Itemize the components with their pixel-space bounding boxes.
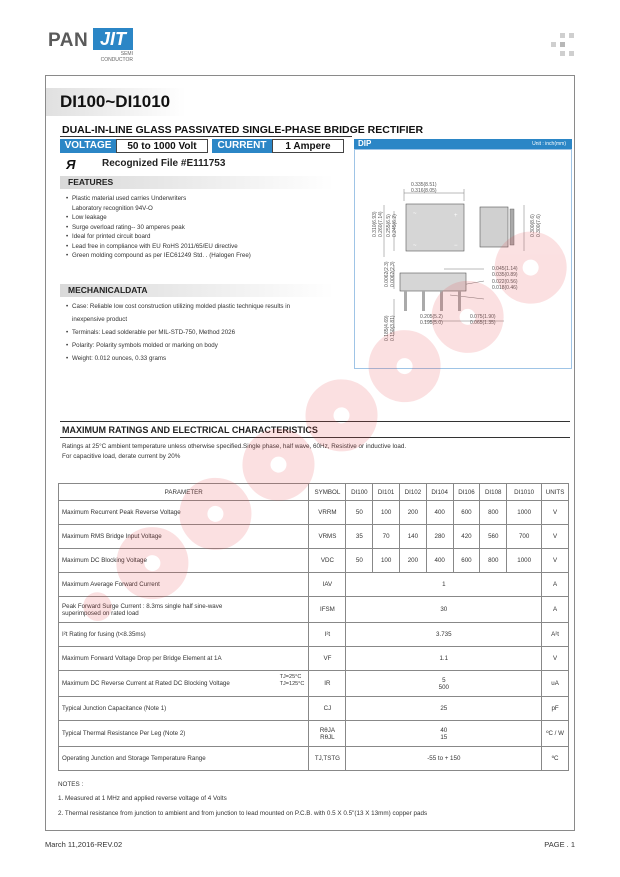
table-row (59, 747, 569, 771)
value-cell: 140 (400, 525, 427, 549)
col-header: UNITS (542, 484, 569, 501)
ul-recognized-icon: Я (66, 157, 76, 172)
merged-value-cell: 1.1 (346, 647, 542, 671)
unit-cell: V (542, 525, 569, 549)
symbol-cell: VRRM (309, 501, 346, 525)
param-line: superimposed on rated load (62, 609, 139, 617)
tilde-symbol: ~ (413, 243, 417, 249)
unit-cell: A (542, 597, 569, 623)
symbol-line: RθJL (320, 733, 335, 741)
dim-label: 0.205(5.2) (420, 314, 443, 320)
package-unit: Unit : inch(mm) (532, 141, 566, 147)
table-row (59, 597, 569, 623)
merged-value-cell: -55 to + 150 (346, 747, 542, 771)
symbol-cell: VDC (309, 549, 346, 573)
symbol-cell: IR (309, 671, 346, 697)
product-subtitle: DUAL-IN-LINE GLASS PASSIVATED SINGLE-PHASE BRIDGE RECTIFIER (62, 124, 424, 136)
features-list (66, 194, 336, 261)
dim-line (450, 295, 484, 299)
unit-cell: uA (542, 671, 569, 697)
features-heading: FEATURES (60, 176, 334, 189)
table-row (59, 721, 569, 747)
value-cell: 280 (426, 525, 453, 549)
minus-symbol: − (454, 243, 458, 249)
value-cell: 100 (373, 501, 400, 525)
dim-label: 0.0062(2.3) (390, 261, 396, 287)
table-row (59, 573, 569, 597)
table-row (59, 647, 569, 671)
notes-rule (58, 770, 568, 771)
package-drawing (354, 149, 572, 369)
symbol-cell: I²t (309, 623, 346, 647)
unit-cell: V (542, 549, 569, 573)
col-header: DI106 (453, 484, 480, 501)
value-line: 5 (442, 676, 446, 684)
condition-line: TJ=125°C (279, 681, 305, 687)
param-cell: Maximum DC Blocking Voltage (59, 549, 309, 573)
table-row (59, 501, 569, 525)
front-lead (422, 291, 425, 311)
unit-cell: A (542, 573, 569, 597)
col-header: DI104 (426, 484, 453, 501)
notes-heading: NOTES : (58, 781, 84, 788)
symbol-cell: CJ (309, 697, 346, 721)
merged-value-cell: 3.735 (346, 623, 542, 647)
param-cell: Typical Junction Capacitance (Note 1) (59, 697, 309, 721)
footer-page: PAGE . 1 (544, 840, 575, 849)
dim-label: 0.260(7.14) (378, 211, 384, 237)
dim-label: 0.195(5.0) (420, 320, 443, 326)
table-row (59, 671, 569, 697)
mechanical-list (66, 300, 336, 365)
feature-item: • Plastic material used carries Underwriters (66, 194, 336, 204)
value-cell: 700 (507, 525, 542, 549)
mechanical-item: • Terminals: Lead solderable per MIL-STD-750, Method 2026 (66, 326, 336, 339)
param-cell: Maximum Forward Voltage Drop per Bridge Element at 1A (59, 647, 309, 671)
footer-date: March 11,2016-REV.02 (45, 840, 123, 849)
package-side-body (480, 207, 508, 247)
param-line: Peak Forward Surge Current : 8.3ms single half sine-wave (62, 602, 223, 610)
value-cell: 200 (400, 501, 427, 525)
col-header: DI101 (373, 484, 400, 501)
value-cell: 560 (480, 525, 507, 549)
decorative-dots-icon (551, 33, 575, 57)
unit-cell: ºC (542, 747, 569, 771)
logo-subtitle: SEMI CONDUCTOR (100, 51, 133, 63)
param-cell: Maximum Recurrent Peak Reverse Voltage (59, 501, 309, 525)
value-cell: 1000 (507, 549, 542, 573)
mechanical-item: • Weight: 0.012 ounces, 0.33 grams (66, 352, 336, 365)
dim-label: 0.022(0.56) (492, 279, 518, 285)
col-header: DI100 (346, 484, 373, 501)
value-cell: 400 (426, 501, 453, 525)
logo-jit-text: JIT (93, 28, 133, 50)
value-cell: 800 (480, 501, 507, 525)
package-name: DIP (358, 139, 372, 148)
dim-label: 0.335(8.51) (411, 182, 437, 188)
unit-cell: V (542, 647, 569, 671)
mechanical-item: • Polarity: Polarity symbols molded or marking on body (66, 339, 336, 352)
merged-value-cell: 30 (346, 597, 542, 623)
current-label-badge: CURRENT (212, 139, 272, 153)
dim-label: 0.300(7.6) (536, 214, 542, 237)
table-row (59, 623, 569, 647)
dim-label: 0.075(1.90) (470, 314, 496, 320)
symbol-cell: VF (309, 647, 346, 671)
note-2: 2. Thermal resistance from junction to ambient and from junction to lead mounted on P.C.B. with 0.5 X 0.5"(13 X 13mm) copper pads (58, 810, 428, 817)
value-line: 40 (440, 726, 448, 734)
unit-cell: V (542, 501, 569, 525)
subtitle-rule (60, 136, 352, 137)
value-cell: 200 (400, 549, 427, 573)
table-row (59, 549, 569, 573)
value-cell: 400 (426, 549, 453, 573)
feature-item: • Low leakage (66, 213, 336, 223)
value-cell: 420 (453, 525, 480, 549)
plus-symbol: + (454, 213, 458, 219)
value-line: 500 (438, 683, 449, 691)
table-row (59, 525, 569, 549)
feature-item: Laboratory recognition 94V-O (72, 204, 153, 212)
condition-line: TJ=25°C (279, 674, 302, 680)
col-header: DI102 (400, 484, 427, 501)
col-header: DI108 (480, 484, 507, 501)
symbol-cell (309, 721, 346, 747)
ratings-note-1: Ratings at 25°C ambient temperature unless otherwise specified.Single phase, half wave, 60Hz, Resistive or inductive load. (62, 443, 407, 450)
dim-label: 0.035(0.89) (492, 272, 518, 278)
symbol-cell: IFSM (309, 597, 346, 623)
value-cell: 100 (373, 549, 400, 573)
col-header: DI1010 (507, 484, 542, 501)
mechanical-item: • Case: Reliable low cost construction utilizing molded plastic technique results in (66, 300, 336, 313)
dim-label: 0.150(3.81) (390, 315, 396, 341)
dim-label: 0.245(6.2) (392, 214, 398, 237)
col-header: SYMBOL (309, 484, 346, 501)
dim-label: 0.045(1.14) (492, 266, 518, 272)
ratings-note-2: For capacitive load, derate current by 20% (62, 453, 181, 460)
value-cell: 800 (480, 549, 507, 573)
voltage-label-badge: VOLTAGE (60, 139, 116, 153)
current-value-badge: 1 Ampere (272, 139, 344, 153)
value-cell: 70 (373, 525, 400, 549)
feature-item: • Ideal for printed circuit board (66, 232, 336, 242)
value-cell: 600 (453, 501, 480, 525)
package-bar (354, 139, 572, 149)
dim-label: 0.255(6.5) (386, 214, 392, 237)
voltage-value-badge: 50 to 1000 Volt (116, 139, 208, 153)
logo-pan-text: PAN (48, 30, 89, 51)
ratings-table (58, 483, 569, 771)
param-cell: I²t Rating for fusing (t<8.35ms) (59, 623, 309, 647)
dim-label: 0.185(4.69) (384, 315, 390, 341)
unit-cell: pF (542, 697, 569, 721)
merged-value-cell (346, 671, 542, 697)
dim-label: 0.316(8.05) (411, 188, 437, 194)
value-cell: 50 (346, 501, 373, 525)
symbol-line: RθJA (319, 726, 335, 734)
merged-value-cell: 1 (346, 573, 542, 597)
param-text: Maximum DC Reverse Current at Rated DC Blocking Voltage (62, 680, 230, 687)
recognized-file-text: Recognized File #E111753 (102, 158, 226, 169)
value-line: 15 (440, 733, 448, 741)
note-1: 1. Measured at 1 MHz and applied reverse voltage of 4 Volts (58, 795, 227, 802)
mechanical-item: inexpensive product (72, 316, 128, 323)
temp-conditions (280, 674, 305, 688)
dim-label: 0.018(0.46) (492, 285, 518, 291)
mechanical-heading: MECHANICALDATA (60, 284, 334, 297)
tilde-symbol: ~ (413, 211, 417, 217)
dim-label: 0.0062(2.3) (384, 261, 390, 287)
symbol-cell: IAV (309, 573, 346, 597)
feature-item: • Green molding compound as per IEC61249 Std. . (Halogen Free) (66, 251, 336, 261)
value-cell: 600 (453, 549, 480, 573)
param-cell (59, 671, 309, 697)
ratings-bottom-rule (60, 437, 570, 438)
param-cell: Operating Junction and Storage Temperature Range (59, 747, 309, 771)
value-cell: 1000 (507, 501, 542, 525)
dim-label: 0.310(6.93) (372, 211, 378, 237)
table-header-row (59, 484, 569, 501)
col-header: PARAMETER (59, 484, 309, 501)
table-row (59, 697, 569, 721)
param-cell: Maximum Average Forward Current (59, 573, 309, 597)
page-title: DI100~DI1010 (60, 92, 171, 111)
merged-value-cell (346, 721, 542, 747)
symbol-cell: TJ,TSTG (309, 747, 346, 771)
dim-label: 0.065(1.35) (470, 320, 496, 326)
front-lead (404, 291, 407, 311)
package-side-lead (510, 209, 514, 245)
feature-item: • Surge overload rating-- 30 amperes peak (66, 223, 336, 233)
value-cell: 50 (346, 549, 373, 573)
merged-value-cell: 25 (346, 697, 542, 721)
unit-cell: A²t (542, 623, 569, 647)
param-cell: Typical Thermal Resistance Per Leg (Note 2) (59, 721, 309, 747)
front-lead (440, 291, 443, 311)
symbol-cell: VRMS (309, 525, 346, 549)
front-lead (458, 291, 461, 311)
ratings-heading: MAXIMUM RATINGS AND ELECTRICAL CHARACTERISTICS (62, 425, 318, 435)
value-cell: 35 (346, 525, 373, 549)
param-cell (59, 597, 309, 623)
package-front-body (400, 273, 466, 291)
ratings-top-rule (60, 421, 570, 422)
feature-item: • Lead free in compliance with EU RoHS 2011/65/EU directive (66, 242, 336, 252)
unit-cell: ºC / W (542, 721, 569, 747)
dim-label: 0.300(8.6) (530, 214, 536, 237)
param-cell: Maximum RMS Bridge Input Voltage (59, 525, 309, 549)
